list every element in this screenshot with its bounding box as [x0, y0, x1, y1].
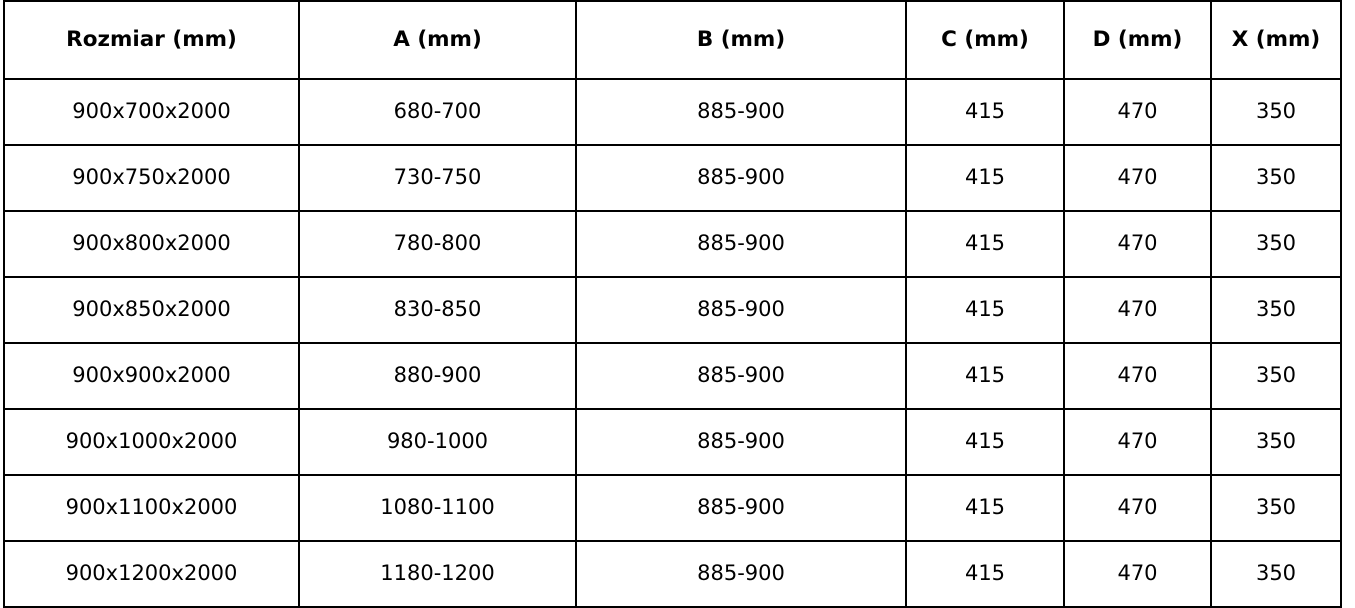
dimensions-table: [3, 0, 1342, 608]
column-header-a: A (mm): [299, 1, 576, 79]
cell-d: 470: [1064, 277, 1211, 343]
table-row: [4, 409, 1341, 475]
table-row: [4, 79, 1341, 145]
table-row: [4, 277, 1341, 343]
table-row: [4, 343, 1341, 409]
cell-c: 415: [906, 409, 1064, 475]
cell-a: 780-800: [299, 211, 576, 277]
cell-b: 885-900: [576, 145, 906, 211]
cell-a: 1180-1200: [299, 541, 576, 607]
cell-d: 470: [1064, 475, 1211, 541]
cell-a: 1080-1100: [299, 475, 576, 541]
cell-d: 470: [1064, 343, 1211, 409]
cell-x: 350: [1211, 79, 1341, 145]
cell-rozmiar: 900x1200x2000: [4, 541, 299, 607]
column-header-rozmiar: Rozmiar (mm): [4, 1, 299, 79]
column-header-c: C (mm): [906, 1, 1064, 79]
cell-rozmiar: 900x1100x2000: [4, 475, 299, 541]
table-header-row: [4, 1, 1341, 79]
cell-d: 470: [1064, 79, 1211, 145]
cell-rozmiar: 900x800x2000: [4, 211, 299, 277]
table-header: [4, 1, 1341, 79]
cell-x: 350: [1211, 145, 1341, 211]
table-row: [4, 475, 1341, 541]
column-header-x: X (mm): [1211, 1, 1341, 79]
cell-a: 830-850: [299, 277, 576, 343]
cell-c: 415: [906, 343, 1064, 409]
cell-rozmiar: 900x900x2000: [4, 343, 299, 409]
cell-a: 880-900: [299, 343, 576, 409]
cell-rozmiar: 900x700x2000: [4, 79, 299, 145]
cell-d: 470: [1064, 541, 1211, 607]
cell-b: 885-900: [576, 541, 906, 607]
cell-rozmiar: 900x850x2000: [4, 277, 299, 343]
cell-b: 885-900: [576, 409, 906, 475]
cell-d: 470: [1064, 211, 1211, 277]
cell-c: 415: [906, 145, 1064, 211]
table-body: [4, 79, 1341, 607]
cell-b: 885-900: [576, 277, 906, 343]
table-row: [4, 211, 1341, 277]
cell-c: 415: [906, 211, 1064, 277]
cell-rozmiar: 900x750x2000: [4, 145, 299, 211]
cell-a: 680-700: [299, 79, 576, 145]
cell-rozmiar: 900x1000x2000: [4, 409, 299, 475]
cell-d: 470: [1064, 145, 1211, 211]
cell-b: 885-900: [576, 211, 906, 277]
cell-x: 350: [1211, 475, 1341, 541]
cell-x: 350: [1211, 277, 1341, 343]
column-header-b: B (mm): [576, 1, 906, 79]
cell-x: 350: [1211, 211, 1341, 277]
cell-b: 885-900: [576, 79, 906, 145]
cell-c: 415: [906, 277, 1064, 343]
table-row: [4, 541, 1341, 607]
cell-c: 415: [906, 541, 1064, 607]
cell-a: 980-1000: [299, 409, 576, 475]
cell-c: 415: [906, 79, 1064, 145]
column-header-d: D (mm): [1064, 1, 1211, 79]
cell-b: 885-900: [576, 475, 906, 541]
cell-d: 470: [1064, 409, 1211, 475]
table-row: [4, 145, 1341, 211]
cell-b: 885-900: [576, 343, 906, 409]
cell-x: 350: [1211, 541, 1341, 607]
cell-a: 730-750: [299, 145, 576, 211]
cell-x: 350: [1211, 409, 1341, 475]
cell-x: 350: [1211, 343, 1341, 409]
cell-c: 415: [906, 475, 1064, 541]
